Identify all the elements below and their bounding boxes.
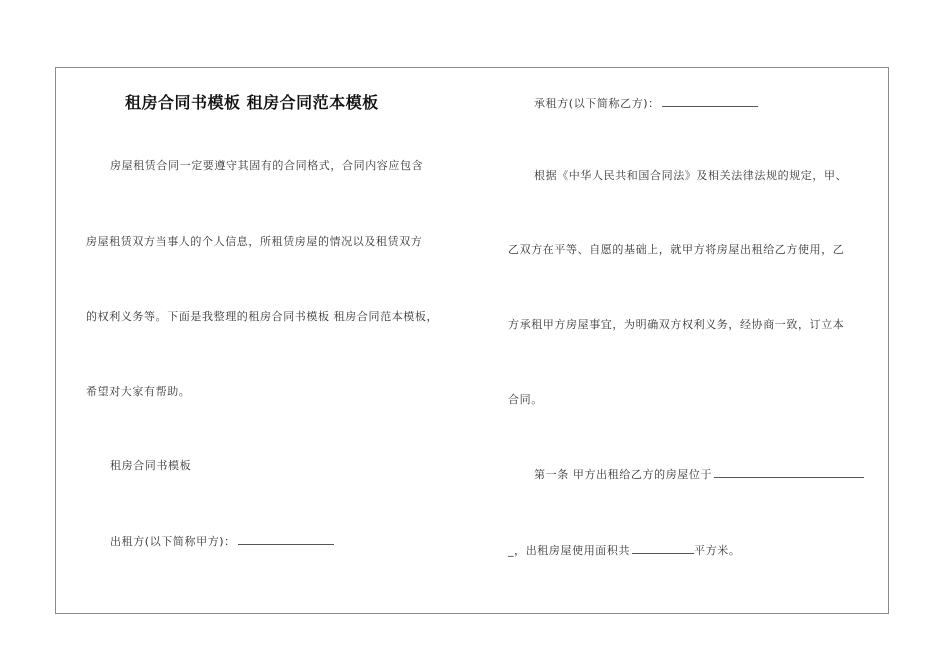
basis-line-4: 合同。 (508, 393, 543, 406)
lessor-blank (238, 534, 334, 545)
location-blank (714, 467, 864, 478)
article-1-line-2 (508, 543, 741, 558)
area-suffix: 平方米。 (694, 544, 741, 557)
basis-line-2: 乙双方在平等、自愿的基础上，就甲方将房屋出租给乙方使用，乙 (508, 243, 845, 256)
intro-line-3: 的权利义务等。下面是我整理的租房合同书模板 租房合同范本模板， (86, 310, 439, 323)
intro-line-1: 房屋租赁合同一定要遵守其固有的合同格式，合同内容应包含 (110, 159, 424, 172)
article-1-line-1 (534, 467, 864, 482)
basis-line-3: 方承租甲方房屋事宜，为明确双方权利义务，经协商一致，订立本 (508, 318, 845, 331)
lessor-line (110, 534, 334, 549)
lessor-label: 出租方(以下简称甲方)： (110, 535, 236, 548)
section-heading: 租房合同书模板 (110, 459, 192, 472)
basis-line-1: 根据《中华人民共和国合同法》及相关法律法规的规定，甲、 (534, 169, 848, 182)
document-title: 租房合同书模板 租房合同范本模板 (125, 93, 379, 112)
intro-line-4: 希望对大家有帮助。 (86, 385, 191, 398)
intro-line-2: 房屋租赁双方当事人的个人信息，所租赁房屋的情况以及租赁双方 (86, 235, 423, 248)
document-page (55, 67, 889, 614)
lessee-blank (662, 96, 758, 107)
area-blank (632, 543, 694, 554)
area-prefix: _，出租房屋使用面积共 (508, 544, 631, 557)
lessee-line (534, 96, 758, 111)
article-1-label: 第一条 甲方出租给乙方的房屋位于 (534, 468, 713, 481)
lessee-label: 承租方(以下简称乙方)： (534, 97, 660, 110)
